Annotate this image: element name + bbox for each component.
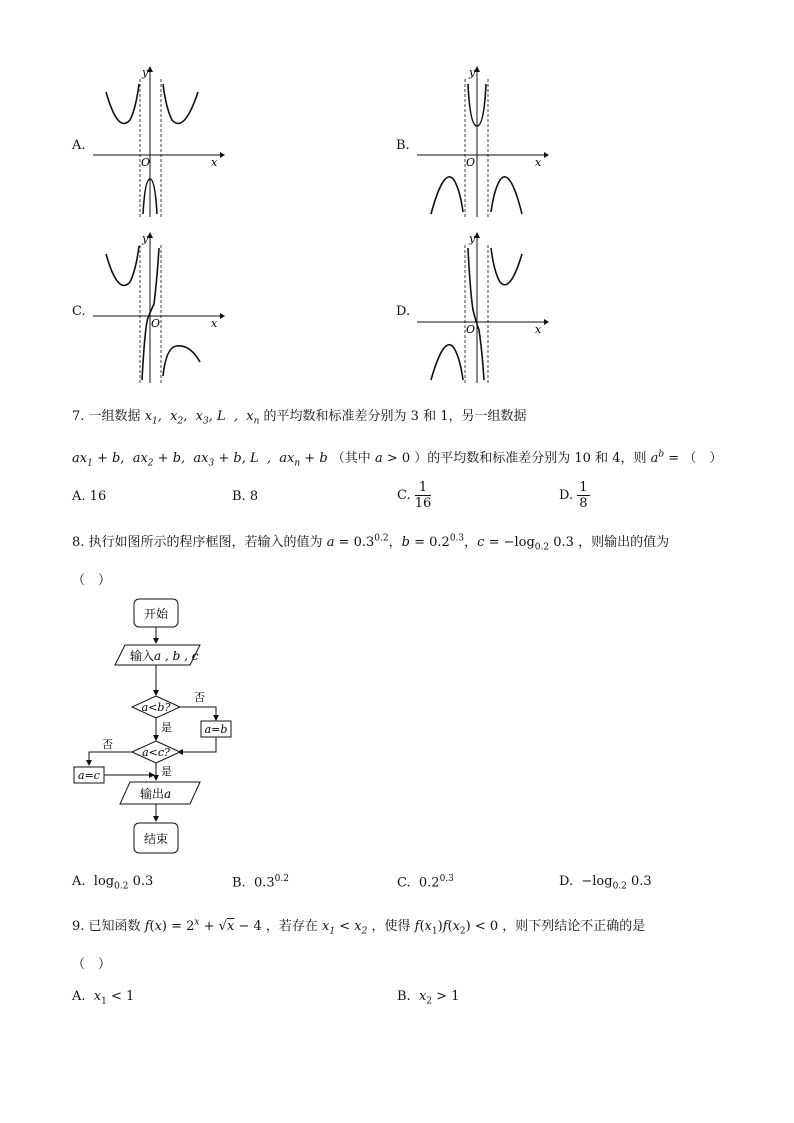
q9-product: $f(x_1)f(x_2) < 0$: [414, 919, 499, 937]
graph-d-x-label: x: [535, 323, 542, 336]
flow-no1-label: 否: [194, 691, 205, 704]
graph-c-origin: O: [151, 317, 161, 330]
graph-d: [414, 230, 549, 385]
flow-input-label: 输入a , b , c: [130, 649, 199, 663]
q7-line-2: $ax_1 + b$, $ax_2 + b$, $ax_3 + b$, L , $ax_n + b$ （其中 a > 0 ）的平均数和标准差分别为 10 和 4，则 $a^b$ = （ ）: [72, 449, 723, 469]
q7-condition: a: [374, 451, 383, 466]
graph-a: [90, 64, 225, 219]
flow-yes2-label: 是: [161, 765, 172, 778]
q7-data-list: $x_1$, $x_2$, $x_3$, L , $x_n$: [144, 409, 260, 427]
q7-option-d-fraction: $\frac{1}{8}$: [579, 480, 588, 511]
q9-option-b[interactable]: B. $x_2 > 1$: [397, 989, 460, 1007]
q9-mid2: ，使得: [371, 919, 411, 934]
q9-paren: （ ）: [72, 957, 112, 972]
q8-paren: （ ）: [72, 573, 112, 588]
q9-option-a[interactable]: A. $x_1 < 1$: [72, 989, 135, 1007]
q8-values: $a = 0.3^{0.2}$，$b = 0.2^{0.3}$，$c = -\log_{0.2}$ 0.3: [326, 533, 574, 553]
graph-b-y-label: y: [469, 66, 476, 79]
q7-paren: （ ）: [683, 451, 723, 466]
flow-start-label: 开始: [143, 607, 169, 621]
flow-output-label: 输出a: [140, 787, 172, 801]
q9-suffix: ，则下列结论不正确的是: [502, 919, 646, 934]
q7-option-c[interactable]: C. $\frac{1}{16}$: [397, 480, 432, 511]
q8-option-a[interactable]: A. $\log_{0.2} 0.3$: [72, 874, 154, 892]
q7-line2-mid: （其中: [331, 451, 371, 466]
q8-option-b[interactable]: B. $0.3^{0.2}$: [232, 874, 289, 891]
graph-b-label: B.: [396, 138, 410, 153]
graph-a-origin: O: [141, 156, 151, 169]
graph-d-y-label: y: [469, 232, 476, 245]
q7-line1-suffix: 的平均数和标准差分别为 3 和 1，另一组数据: [263, 409, 527, 424]
q9-condition: $x_1 < x_2$: [322, 919, 368, 937]
q9-function: $f(x) = 2^x + √x - 4$: [144, 917, 262, 934]
q8-prefix: 8. 执行如图所示的程序框图，若输入的值为: [72, 535, 323, 550]
q7-expression: $a^b$: [650, 449, 665, 466]
graph-b-origin: O: [466, 156, 476, 169]
flow-cond1-label: a<b?: [141, 701, 171, 714]
q8-flowchart: [70, 595, 245, 860]
q8-line-1: [72, 531, 669, 553]
q7-option-c-fraction: $\frac{1}{16}$: [414, 480, 432, 511]
q7-option-a[interactable]: A. 16: [72, 489, 107, 504]
flow-cond2-label: a<c?: [142, 746, 170, 759]
graph-b-x-label: x: [535, 156, 542, 169]
graph-c-label: C.: [72, 304, 86, 319]
graph-d-label: D.: [396, 304, 411, 319]
graph-a-y-label: y: [142, 66, 149, 79]
q8-option-d[interactable]: D. $-\log_{0.2}$ 0.3: [559, 874, 652, 892]
q9-line-1: [72, 915, 645, 937]
graph-b: [414, 64, 549, 219]
flow-assign2-label: a=c: [78, 769, 100, 782]
q7-option-b[interactable]: B. 8: [232, 489, 259, 504]
graph-a-x-label: x: [211, 156, 218, 169]
graph-c-x-label: x: [211, 317, 218, 330]
q7-line2-suffix: ）的平均数和标准差分别为 10 和 4，则: [414, 451, 647, 466]
q7-transformed-list: $ax_1 + b$, $ax_2 + b$, $ax_3 + b$, L , $ax_n + b$: [72, 451, 328, 469]
q9-prefix: 9. 已知函数: [72, 919, 141, 934]
flow-yes1-label: 是: [161, 721, 172, 734]
flow-no2-label: 否: [102, 738, 113, 751]
graph-d-origin: O: [466, 323, 476, 336]
flow-end-label: 结束: [143, 832, 169, 846]
flow-assign1-label: a=b: [204, 723, 228, 736]
q7-line-1: [72, 405, 526, 427]
q8-suffix: ，则输出的值为: [578, 535, 670, 550]
graph-c-y-label: y: [142, 232, 149, 245]
graph-c: [90, 230, 225, 385]
q7-option-d[interactable]: D. $\frac{1}{8}$: [559, 480, 588, 511]
q7-prefix: 7. 一组数据: [72, 409, 141, 424]
graph-a-label: A.: [72, 138, 86, 153]
q9-mid: ，若存在: [265, 919, 318, 934]
q8-option-c[interactable]: C. $0.2^{0.3}$: [397, 874, 454, 891]
